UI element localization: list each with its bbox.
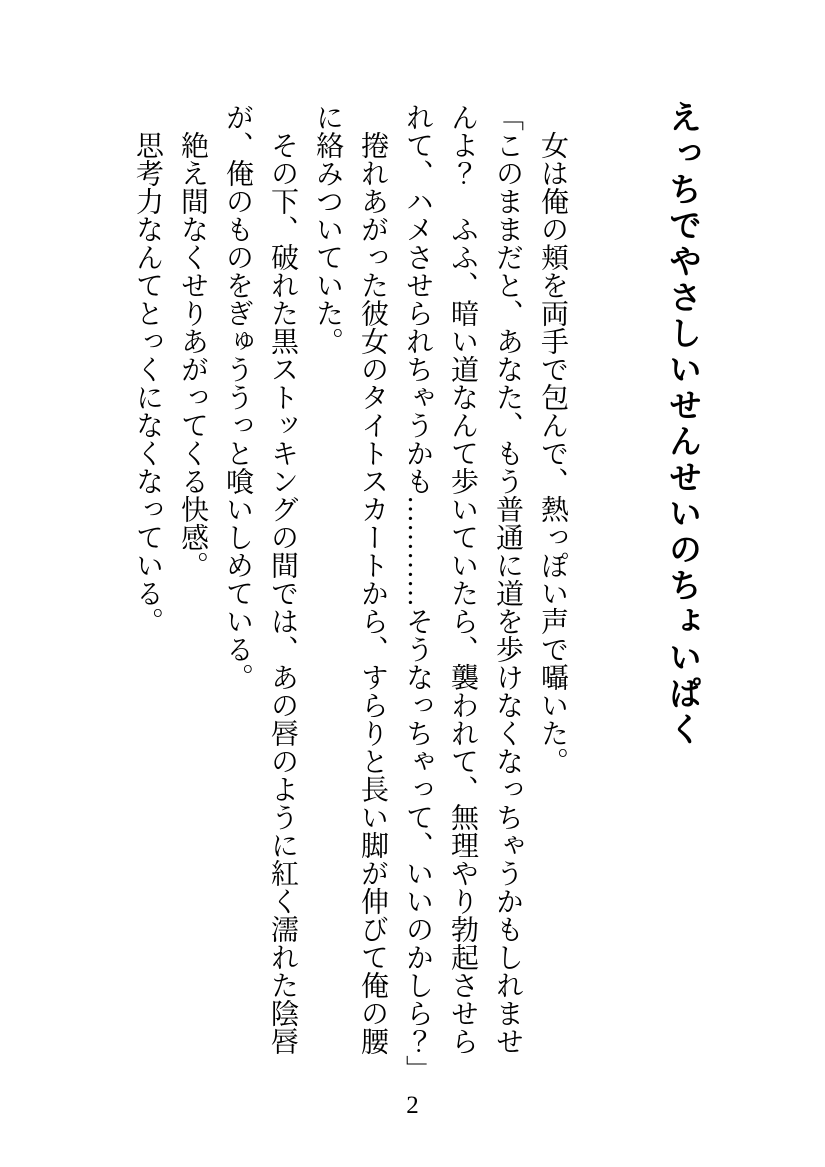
book-title: えっちでやさしいせんせいのちょいぱく bbox=[665, 100, 702, 748]
text-column: が、俺のものをぎゅううっと喰いしめている。 bbox=[222, 103, 253, 691]
text-column: 女は俺の頬を両手で包んで、熱っぽい声で囁いた。 bbox=[537, 131, 568, 775]
text-column: 「このままだと、あなた、もう普通に道を歩けなくなっちゃうかもしれませ bbox=[492, 103, 523, 1055]
text-column: 絶え間なくせりあがってくる快感。 bbox=[177, 131, 208, 579]
text-column: 思考力なんてとっくになくなっている。 bbox=[132, 131, 163, 635]
body-text bbox=[125, 103, 575, 1088]
text-column: その下、破れた黒ストッキングの間では、あの唇のように紅く濡れた陰唇 bbox=[267, 131, 298, 1055]
text-column: 捲れあがった彼女のタイトスカートから、すらりと長い脚が伸びて俺の腰 bbox=[357, 131, 388, 1055]
text-column: に絡みついていた。 bbox=[312, 103, 343, 355]
page-number: 2 bbox=[406, 1092, 419, 1119]
text-column: んよ？ ふふ、暗い道なんて歩いていたら、襲われて、無理やり勃起させら bbox=[447, 103, 478, 1055]
text-column: れて、ハメさせられちゃうかも…………そうなっちゃって、いいのかしら？」 bbox=[402, 103, 433, 1083]
